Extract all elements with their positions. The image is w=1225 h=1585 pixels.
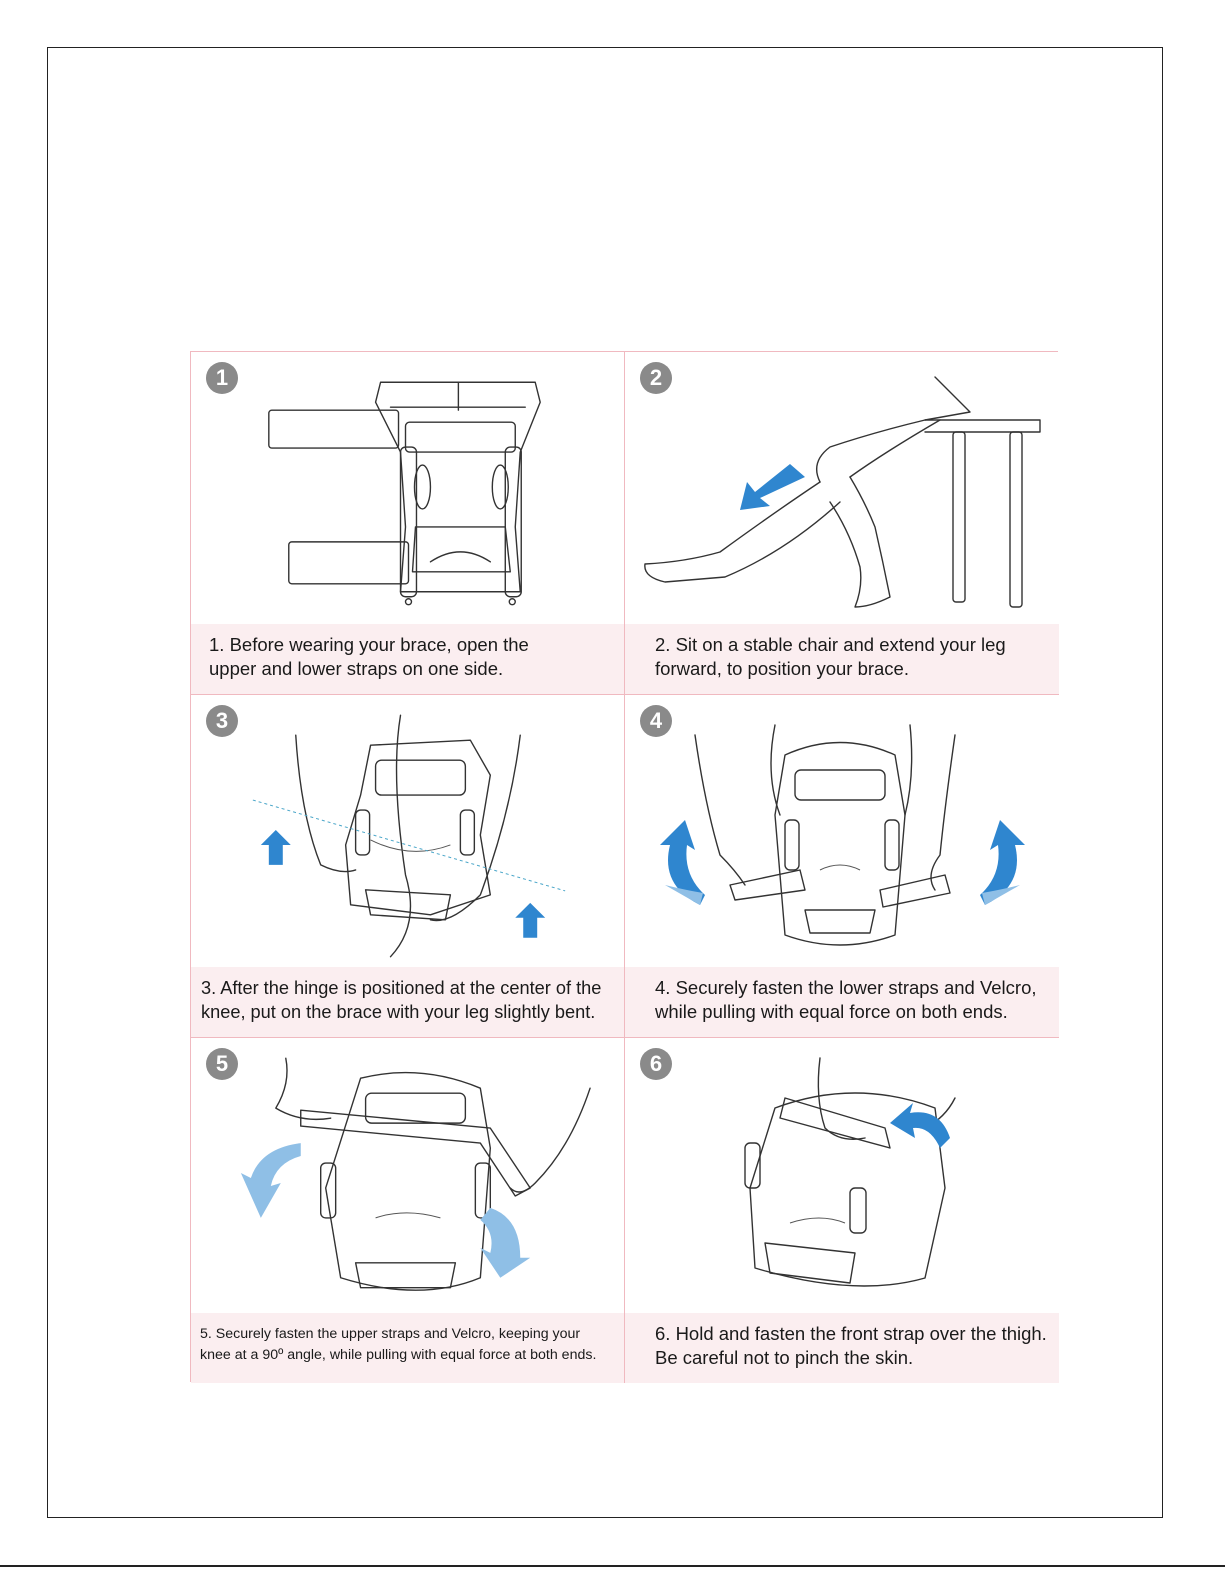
position-hinge-illustration — [191, 695, 624, 967]
curved-arrow-down-left-icon — [241, 1143, 301, 1218]
instruction-grid — [190, 351, 1058, 1382]
step-5-text-line-2: knee at a 90º angle, while pulling with equal force at both ends. — [200, 1347, 597, 1363]
arrow-down-left-icon — [740, 464, 805, 510]
step-3-text-line-2: knee, put on the brace with your leg slightly bent. — [201, 1002, 596, 1022]
step-3-panel — [191, 695, 625, 1038]
step-4-panel — [625, 695, 1059, 1038]
curved-arrow-down-right-icon — [480, 1208, 530, 1278]
step-1-panel — [191, 352, 625, 695]
step-5-caption — [191, 1313, 624, 1383]
step-2-caption — [625, 624, 1059, 694]
step-3-text-line-1: 3. After the hinge is positioned at the center of the — [201, 978, 602, 998]
step-4-badge: 4 — [640, 705, 672, 737]
fasten-lower-straps-illustration — [625, 695, 1059, 967]
step-5-badge: 5 — [206, 1048, 238, 1080]
step-2-text-line-2: forward, to position your brace. — [655, 658, 909, 679]
step-2-panel — [625, 352, 1059, 695]
bottom-rule — [0, 1565, 1225, 1567]
step-6-caption — [625, 1313, 1059, 1383]
step-5-panel — [191, 1038, 625, 1383]
fasten-front-strap-illustration — [625, 1038, 1059, 1310]
step-4-text-line-2: while pulling with equal force on both ends. — [655, 1001, 1008, 1022]
step-4-text-line-1: 4. Securely fasten the lower straps and Velcro, — [655, 977, 1037, 998]
curved-arrow-over-icon — [890, 1103, 950, 1148]
step-1-text-line-1: 1. Before wearing your brace, open the — [209, 634, 529, 655]
step-3-caption — [191, 967, 624, 1037]
open-brace-illustration — [191, 352, 624, 624]
step-6-panel — [625, 1038, 1059, 1383]
step-2-text-line-1: 2. Sit on a stable chair and extend your leg — [655, 634, 1006, 655]
step-1-caption — [191, 624, 624, 694]
step-6-text-line-2: Be careful not to pinch the skin. — [655, 1347, 914, 1368]
arrow-up-icon — [261, 830, 291, 865]
step-4-caption — [625, 967, 1059, 1037]
fasten-upper-straps-illustration — [191, 1038, 624, 1310]
step-3-badge: 3 — [206, 705, 238, 737]
step-6-text-line-1: 6. Hold and fasten the front strap over the thigh. — [655, 1323, 1047, 1344]
arrow-up-icon — [515, 903, 545, 938]
step-5-text-line-1: 5. Securely fasten the upper straps and Velcro, keeping your — [200, 1326, 581, 1342]
step-2-badge: 2 — [640, 362, 672, 394]
seated-leg-extension-illustration — [625, 352, 1059, 624]
step-1-text-line-2: upper and lower straps on one side. — [209, 658, 504, 679]
step-6-badge: 6 — [640, 1048, 672, 1080]
step-1-badge: 1 — [206, 362, 238, 394]
